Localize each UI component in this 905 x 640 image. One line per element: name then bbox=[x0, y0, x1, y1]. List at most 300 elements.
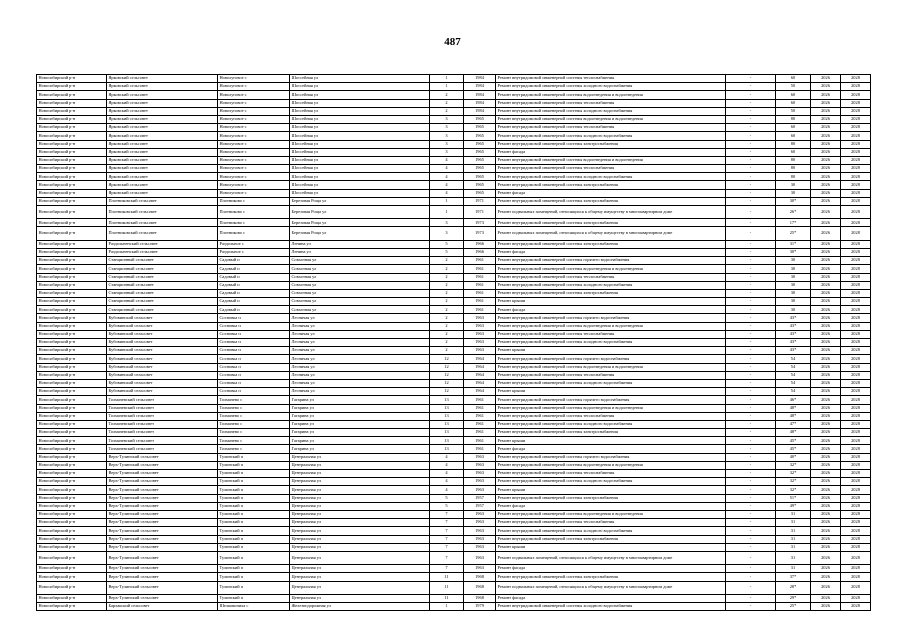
table-row bbox=[37, 248, 871, 256]
cost-cell: 30 bbox=[776, 298, 811, 306]
table-row bbox=[37, 219, 871, 227]
table-row bbox=[37, 355, 871, 363]
start-year-cell: 2026 bbox=[811, 355, 841, 363]
table-row bbox=[37, 486, 871, 494]
district-cell: Новосибирский р-н bbox=[37, 75, 107, 83]
cost-cell: 32* bbox=[776, 461, 811, 469]
street-cell: Шоссейная ул bbox=[290, 156, 430, 164]
year-cell: 1963 bbox=[464, 565, 496, 573]
settlement-cell: Тулинский п bbox=[218, 486, 290, 494]
district-cell: Новосибирский р-н bbox=[37, 527, 107, 535]
dash-cell: - bbox=[726, 132, 776, 140]
district-cell: Новосибирский р-н bbox=[37, 420, 107, 428]
settlement-cell: Раздольное с bbox=[218, 240, 290, 248]
municipality-cell: Кубовинский сельсовет bbox=[107, 339, 218, 347]
municipality-cell: Ярковский сельсовет bbox=[107, 115, 218, 123]
end-year-cell: 2028 bbox=[841, 173, 871, 181]
municipality-cell: Верх-Тулинский сельсовет bbox=[107, 470, 218, 478]
table-row bbox=[37, 551, 871, 564]
end-year-cell: 2028 bbox=[841, 461, 871, 469]
table-row bbox=[37, 165, 871, 173]
start-year-cell: 2026 bbox=[811, 83, 841, 91]
table-row bbox=[37, 543, 871, 551]
start-year-cell: 2026 bbox=[811, 429, 841, 437]
municipality-cell: Кубовинский сельсовет bbox=[107, 355, 218, 363]
end-year-cell: 2028 bbox=[841, 281, 871, 289]
cost-cell: 51* bbox=[776, 494, 811, 502]
work-type-cell: Ремонт внутридомовой инженерной системы холодного водоснабжения bbox=[496, 420, 726, 428]
street-cell: Гагарина ул bbox=[290, 396, 430, 404]
end-year-cell: 2028 bbox=[841, 420, 871, 428]
house-cell: 4 bbox=[430, 470, 464, 478]
district-cell: Новосибирский р-н bbox=[37, 314, 107, 322]
start-year-cell: 2026 bbox=[811, 412, 841, 420]
work-type-cell: Ремонт подвальных помещений, относящихся к общему имуществу в многоквартирном доме bbox=[496, 551, 726, 564]
house-cell: 2 bbox=[430, 265, 464, 273]
dash-cell: - bbox=[726, 306, 776, 314]
table-row bbox=[37, 91, 871, 99]
house-cell: 5 bbox=[430, 502, 464, 510]
district-cell: Новосибирский р-н bbox=[37, 519, 107, 527]
municipality-cell: Станционный сельсовет bbox=[107, 281, 218, 289]
start-year-cell: 2026 bbox=[811, 371, 841, 379]
year-cell: 1957 bbox=[464, 494, 496, 502]
work-type-cell: Ремонт внутридомовой инженерной системы горячего водоснабжения bbox=[496, 257, 726, 265]
work-type-cell: Ремонт внутридомовой инженерной системы холодного водоснабжения bbox=[496, 132, 726, 140]
end-year-cell: 2028 bbox=[841, 322, 871, 330]
district-cell: Новосибирский р-н bbox=[37, 437, 107, 445]
table-row bbox=[37, 189, 871, 197]
district-cell: Новосибирский р-н bbox=[37, 257, 107, 265]
start-year-cell: 2026 bbox=[811, 273, 841, 281]
district-cell: Новосибирский р-н bbox=[37, 189, 107, 197]
district-cell: Новосибирский р-н bbox=[37, 379, 107, 387]
work-type-cell: Ремонт фасада bbox=[496, 306, 726, 314]
start-year-cell: 2026 bbox=[811, 206, 841, 219]
house-cell: 12 bbox=[430, 388, 464, 396]
settlement-cell: Тулинский п bbox=[218, 527, 290, 535]
dash-cell: - bbox=[726, 248, 776, 256]
dash-cell: - bbox=[726, 363, 776, 371]
work-type-cell: Ремонт внутридомовой инженерной системы электроснабжения bbox=[496, 429, 726, 437]
municipality-cell: Толмачевский сельсовет bbox=[107, 437, 218, 445]
municipality-cell: Верх-Тулинский сельсовет bbox=[107, 486, 218, 494]
house-cell: 12 bbox=[430, 363, 464, 371]
table-row bbox=[37, 273, 871, 281]
house-cell: 7 bbox=[430, 551, 464, 564]
cost-cell: 17* bbox=[776, 219, 811, 227]
end-year-cell: 2028 bbox=[841, 494, 871, 502]
end-year-cell: 2028 bbox=[841, 132, 871, 140]
settlement-cell: Сосновка п bbox=[218, 339, 290, 347]
house-cell: 3 bbox=[430, 227, 464, 240]
street-cell: Лесничая ул bbox=[290, 363, 430, 371]
cost-cell: 80 bbox=[776, 115, 811, 123]
district-cell: Новосибирский р-н bbox=[37, 355, 107, 363]
street-cell: Лесничая ул bbox=[290, 388, 430, 396]
district-cell: Новосибирский р-н bbox=[37, 461, 107, 469]
cost-cell: 54 bbox=[776, 388, 811, 396]
table-row bbox=[37, 519, 871, 527]
year-cell: 1963 bbox=[464, 322, 496, 330]
start-year-cell: 2026 bbox=[811, 298, 841, 306]
house-cell: 13 bbox=[430, 404, 464, 412]
district-cell: Новосибирский р-н bbox=[37, 115, 107, 123]
municipality-cell: Станционный сельсовет bbox=[107, 289, 218, 297]
dash-cell: - bbox=[726, 206, 776, 219]
house-cell: 2 bbox=[430, 91, 464, 99]
district-cell: Новосибирский р-н bbox=[37, 510, 107, 518]
cost-cell: 48* bbox=[776, 404, 811, 412]
work-type-cell: Ремонт внутридомовой инженерной системы теплоснабжения bbox=[496, 330, 726, 338]
dash-cell: - bbox=[726, 371, 776, 379]
street-cell: Центральная ул bbox=[290, 565, 430, 573]
street-cell: Ленина ул bbox=[290, 240, 430, 248]
dash-cell: - bbox=[726, 330, 776, 338]
settlement-cell: Сосновка п bbox=[218, 322, 290, 330]
end-year-cell: 2028 bbox=[841, 314, 871, 322]
district-cell: Новосибирский р-н bbox=[37, 281, 107, 289]
table-row bbox=[37, 412, 871, 420]
year-cell: 1961 bbox=[464, 429, 496, 437]
street-cell: Гагарина ул bbox=[290, 429, 430, 437]
end-year-cell: 2028 bbox=[841, 248, 871, 256]
end-year-cell: 2028 bbox=[841, 453, 871, 461]
table-row bbox=[37, 132, 871, 140]
start-year-cell: 2026 bbox=[811, 535, 841, 543]
district-cell: Новосибирский р-н bbox=[37, 273, 107, 281]
settlement-cell: Раздольное с bbox=[218, 248, 290, 256]
end-year-cell: 2028 bbox=[841, 594, 871, 602]
district-cell: Новосибирский р-н bbox=[37, 165, 107, 173]
cost-cell: 30 bbox=[776, 265, 811, 273]
dash-cell: - bbox=[726, 453, 776, 461]
dash-cell: - bbox=[726, 75, 776, 83]
cost-cell: 31 bbox=[776, 565, 811, 573]
municipality-cell: Толмачевский сельсовет bbox=[107, 429, 218, 437]
start-year-cell: 2026 bbox=[811, 265, 841, 273]
district-cell: Новосибирский р-н bbox=[37, 404, 107, 412]
year-cell: 1961 bbox=[464, 289, 496, 297]
street-cell: Гагарина ул bbox=[290, 404, 430, 412]
cost-cell: 30 bbox=[776, 189, 811, 197]
year-cell: 1961 bbox=[464, 265, 496, 273]
end-year-cell: 2028 bbox=[841, 603, 871, 611]
street-cell: Гагарина ул bbox=[290, 445, 430, 453]
district-cell: Новосибирский р-н bbox=[37, 83, 107, 91]
municipality-cell: Станционный сельсовет bbox=[107, 273, 218, 281]
municipality-cell: Кубовинский сельсовет bbox=[107, 379, 218, 387]
work-type-cell: Ремонт внутридомовой инженерной системы водоотведения и водоотведения bbox=[496, 510, 726, 518]
work-type-cell: Ремонт внутридомовой инженерной системы теплоснабжения bbox=[496, 412, 726, 420]
municipality-cell: Верх-Тулинский сельсовет bbox=[107, 527, 218, 535]
year-cell: 1968 bbox=[464, 581, 496, 594]
cost-cell: 31 bbox=[776, 510, 811, 518]
work-type-cell: Ремонт внутридомовой инженерной системы теплоснабжения bbox=[496, 99, 726, 107]
dash-cell: - bbox=[726, 257, 776, 265]
house-cell: 2 bbox=[430, 289, 464, 297]
start-year-cell: 2026 bbox=[811, 107, 841, 115]
table-row bbox=[37, 99, 871, 107]
end-year-cell: 2028 bbox=[841, 470, 871, 478]
table-row bbox=[37, 594, 871, 602]
district-cell: Новосибирский р-н bbox=[37, 240, 107, 248]
settlement-cell: Тулинский п bbox=[218, 502, 290, 510]
dash-cell: - bbox=[726, 181, 776, 189]
house-cell: 4 bbox=[430, 156, 464, 164]
start-year-cell: 2026 bbox=[811, 132, 841, 140]
year-cell: 1964 bbox=[464, 355, 496, 363]
municipality-cell: Ярковский сельсовет bbox=[107, 124, 218, 132]
year-cell: 1963 bbox=[464, 519, 496, 527]
start-year-cell: 2026 bbox=[811, 573, 841, 581]
settlement-cell: Тулинский п bbox=[218, 519, 290, 527]
settlement-cell: Новолуговое с bbox=[218, 173, 290, 181]
dash-cell: - bbox=[726, 289, 776, 297]
district-cell: Новосибирский р-н bbox=[37, 347, 107, 355]
end-year-cell: 2028 bbox=[841, 273, 871, 281]
municipality-cell: Кубовинский сельсовет bbox=[107, 371, 218, 379]
table-row bbox=[37, 396, 871, 404]
work-type-cell: Ремонт фасада bbox=[496, 594, 726, 602]
dash-cell: - bbox=[726, 543, 776, 551]
cost-cell: 25* bbox=[776, 227, 811, 240]
end-year-cell: 2028 bbox=[841, 257, 871, 265]
house-cell: 13 bbox=[430, 412, 464, 420]
street-cell: Лесничая ул bbox=[290, 314, 430, 322]
dash-cell: - bbox=[726, 265, 776, 273]
start-year-cell: 2026 bbox=[811, 551, 841, 564]
start-year-cell: 2026 bbox=[811, 140, 841, 148]
municipality-cell: Ярковский сельсовет bbox=[107, 91, 218, 99]
dash-cell: - bbox=[726, 173, 776, 181]
dash-cell: - bbox=[726, 445, 776, 453]
start-year-cell: 2026 bbox=[811, 197, 841, 205]
dash-cell: - bbox=[726, 603, 776, 611]
municipality-cell: Ярковский сельсовет bbox=[107, 83, 218, 91]
work-type-cell: Ремонт внутридомовой инженерной системы теплоснабжения bbox=[496, 470, 726, 478]
dash-cell: - bbox=[726, 404, 776, 412]
house-cell: 1 bbox=[430, 603, 464, 611]
cost-cell: 30* bbox=[776, 248, 811, 256]
settlement-cell: Плотниково с bbox=[218, 206, 290, 219]
start-year-cell: 2026 bbox=[811, 219, 841, 227]
house-cell: 4 bbox=[430, 486, 464, 494]
municipality-cell: Ярковский сельсовет bbox=[107, 75, 218, 83]
municipality-cell: Верх-Тулинский сельсовет bbox=[107, 551, 218, 564]
dash-cell: - bbox=[726, 594, 776, 602]
settlement-cell: Тулинский п bbox=[218, 470, 290, 478]
table-row bbox=[37, 581, 871, 594]
district-cell: Новосибирский р-н bbox=[37, 140, 107, 148]
cost-cell: 31 bbox=[776, 519, 811, 527]
settlement-cell: Тулинский п bbox=[218, 510, 290, 518]
work-type-cell: Ремонт внутридомовой инженерной системы холодного водоснабжения bbox=[496, 83, 726, 91]
cost-cell: 60 bbox=[776, 132, 811, 140]
district-cell: Новосибирский р-н bbox=[37, 339, 107, 347]
cost-cell: 80 bbox=[776, 173, 811, 181]
dash-cell: - bbox=[726, 420, 776, 428]
table-row bbox=[37, 330, 871, 338]
end-year-cell: 2028 bbox=[841, 363, 871, 371]
house-cell: 2 bbox=[430, 257, 464, 265]
start-year-cell: 2026 bbox=[811, 281, 841, 289]
work-type-cell: Ремонт внутридомовой инженерной системы водоотведения и водоотведения bbox=[496, 322, 726, 330]
year-cell: 1961 bbox=[464, 273, 496, 281]
dash-cell: - bbox=[726, 314, 776, 322]
dash-cell: - bbox=[726, 502, 776, 510]
settlement-cell: Шелковичиха с bbox=[218, 603, 290, 611]
start-year-cell: 2026 bbox=[811, 603, 841, 611]
district-cell: Новосибирский р-н bbox=[37, 551, 107, 564]
cost-cell: 80 bbox=[776, 140, 811, 148]
district-cell: Новосибирский р-н bbox=[37, 603, 107, 611]
year-cell: 1963 bbox=[464, 453, 496, 461]
house-cell: 13 bbox=[430, 445, 464, 453]
year-cell: 1963 bbox=[464, 543, 496, 551]
end-year-cell: 2028 bbox=[841, 197, 871, 205]
street-cell: Березовая Роща ул bbox=[290, 227, 430, 240]
street-cell: Центральная ул bbox=[290, 502, 430, 510]
district-cell: Новосибирский р-н bbox=[37, 565, 107, 573]
table-row bbox=[37, 478, 871, 486]
end-year-cell: 2028 bbox=[841, 189, 871, 197]
house-cell: 12 bbox=[430, 379, 464, 387]
start-year-cell: 2026 bbox=[811, 581, 841, 594]
table-row bbox=[37, 115, 871, 123]
start-year-cell: 2026 bbox=[811, 388, 841, 396]
table-row bbox=[37, 379, 871, 387]
street-cell: Совхозная ул bbox=[290, 306, 430, 314]
table-row bbox=[37, 371, 871, 379]
dash-cell: - bbox=[726, 379, 776, 387]
end-year-cell: 2028 bbox=[841, 347, 871, 355]
end-year-cell: 2028 bbox=[841, 396, 871, 404]
year-cell: 1963 bbox=[464, 527, 496, 535]
district-cell: Новосибирский р-н bbox=[37, 573, 107, 581]
work-type-cell: Ремонт внутридомовой инженерной системы теплоснабжения bbox=[496, 371, 726, 379]
street-cell: Лесничая ул bbox=[290, 322, 430, 330]
settlement-cell: Садовый п bbox=[218, 306, 290, 314]
dash-cell: - bbox=[726, 527, 776, 535]
end-year-cell: 2028 bbox=[841, 502, 871, 510]
municipality-cell: Кубовинский сельсовет bbox=[107, 330, 218, 338]
municipality-cell: Плотниковский сельсовет bbox=[107, 219, 218, 227]
municipality-cell: Ярковский сельсовет bbox=[107, 140, 218, 148]
settlement-cell: Сосновка п bbox=[218, 379, 290, 387]
work-type-cell: Ремонт крыши bbox=[496, 347, 726, 355]
work-type-cell: Ремонт крыши bbox=[496, 437, 726, 445]
dash-cell: - bbox=[726, 107, 776, 115]
district-cell: Новосибирский р-н bbox=[37, 478, 107, 486]
settlement-cell: Садовый п bbox=[218, 273, 290, 281]
house-cell: 2 bbox=[430, 347, 464, 355]
street-cell: Гагарина ул bbox=[290, 420, 430, 428]
dash-cell: - bbox=[726, 461, 776, 469]
street-cell: Центральная ул bbox=[290, 594, 430, 602]
work-type-cell: Ремонт внутридомовой инженерной системы водоотведения и водоотведения bbox=[496, 265, 726, 273]
end-year-cell: 2028 bbox=[841, 519, 871, 527]
year-cell: 1963 bbox=[464, 535, 496, 543]
district-cell: Новосибирский р-н bbox=[37, 99, 107, 107]
cost-cell: 54 bbox=[776, 363, 811, 371]
street-cell: Шоссейная ул bbox=[290, 165, 430, 173]
cost-cell: 60 bbox=[776, 91, 811, 99]
house-cell: 1 bbox=[430, 75, 464, 83]
dash-cell: - bbox=[726, 510, 776, 518]
end-year-cell: 2028 bbox=[841, 156, 871, 164]
table-row bbox=[37, 75, 871, 83]
end-year-cell: 2028 bbox=[841, 437, 871, 445]
start-year-cell: 2026 bbox=[811, 75, 841, 83]
settlement-cell: Новолуговое с bbox=[218, 156, 290, 164]
cost-cell: 28* bbox=[776, 581, 811, 594]
cost-cell: 43* bbox=[776, 330, 811, 338]
district-cell: Новосибирский р-н bbox=[37, 330, 107, 338]
street-cell: Центральная ул bbox=[290, 510, 430, 518]
district-cell: Новосибирский р-н bbox=[37, 91, 107, 99]
cost-cell: 50 bbox=[776, 107, 811, 115]
house-cell: 2 bbox=[430, 99, 464, 107]
settlement-cell: Тулинский п bbox=[218, 535, 290, 543]
street-cell: Шоссейная ул bbox=[290, 132, 430, 140]
year-cell: 1965 bbox=[464, 181, 496, 189]
cost-cell: 31* bbox=[776, 240, 811, 248]
settlement-cell: Сосновка п bbox=[218, 330, 290, 338]
table-row bbox=[37, 124, 871, 132]
settlement-cell: Новолуговое с bbox=[218, 83, 290, 91]
district-cell: Новосибирский р-н bbox=[37, 156, 107, 164]
cost-cell: 43* bbox=[776, 322, 811, 330]
start-year-cell: 2026 bbox=[811, 437, 841, 445]
work-type-cell: Ремонт внутридомовой инженерной системы холодного водоснабжения bbox=[496, 281, 726, 289]
table-row bbox=[37, 148, 871, 156]
street-cell: Совхозная ул bbox=[290, 289, 430, 297]
settlement-cell: Новолуговое с bbox=[218, 91, 290, 99]
settlement-cell: Сосновка п bbox=[218, 371, 290, 379]
work-type-cell: Ремонт внутридомовой инженерной системы водоотведения и водоотведения bbox=[496, 461, 726, 469]
street-cell: Центральная ул bbox=[290, 519, 430, 527]
year-cell: 1965 bbox=[464, 148, 496, 156]
district-cell: Новосибирский р-н bbox=[37, 124, 107, 132]
street-cell: Железнодорожная ул bbox=[290, 603, 430, 611]
cost-cell: 60 bbox=[776, 99, 811, 107]
settlement-cell: Толмачево с bbox=[218, 404, 290, 412]
house-cell: 13 bbox=[430, 429, 464, 437]
work-type-cell: Ремонт крыши bbox=[496, 543, 726, 551]
district-cell: Новосибирский р-н bbox=[37, 219, 107, 227]
year-cell: 1961 bbox=[464, 257, 496, 265]
settlement-cell: Толмачево с bbox=[218, 445, 290, 453]
street-cell: Центральная ул bbox=[290, 573, 430, 581]
street-cell: Центральная ул bbox=[290, 486, 430, 494]
district-cell: Новосибирский р-н bbox=[37, 306, 107, 314]
dash-cell: - bbox=[726, 273, 776, 281]
municipality-cell: Верх-Тулинский сельсовет bbox=[107, 510, 218, 518]
year-cell: 1965 bbox=[464, 115, 496, 123]
municipality-cell: Толмачевский сельсовет bbox=[107, 412, 218, 420]
table-row bbox=[37, 314, 871, 322]
work-type-cell: Ремонт внутридомовой инженерной системы электроснабжения bbox=[496, 289, 726, 297]
year-cell: 1965 bbox=[464, 156, 496, 164]
street-cell: Шоссейная ул bbox=[290, 75, 430, 83]
table-row bbox=[37, 257, 871, 265]
municipality-cell: Барлакский сельсовет bbox=[107, 603, 218, 611]
settlement-cell: Тулинский п bbox=[218, 461, 290, 469]
street-cell: Шоссейная ул bbox=[290, 189, 430, 197]
district-cell: Новосибирский р-н bbox=[37, 388, 107, 396]
street-cell: Лесничая ул bbox=[290, 371, 430, 379]
